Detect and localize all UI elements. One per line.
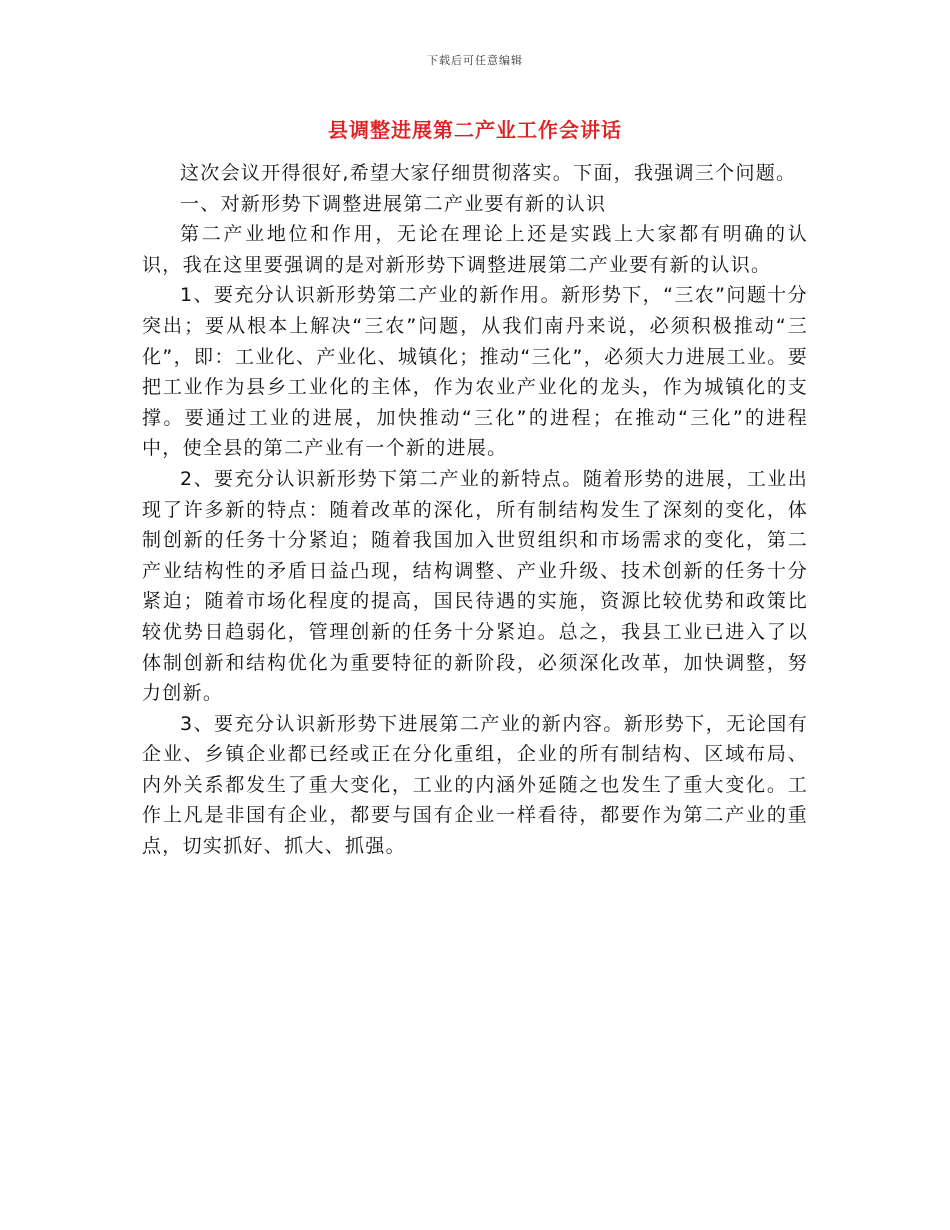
document-title: 县调整进展第二产业工作会讲话 [328,118,622,142]
document-body [142,158,808,862]
paragraph-point-3: 3、要充分认识新形势下进展第二产业的新内容。新形势下，无论国有企业、乡镇企业都已经或正在分化重组，企业的所有制结构、区域布局、内外关系都发生了重大变化，工业的内涵外延随之也发生了重大变化。工作上凡是非国有企业，都要与国有企业一样看待，都要作为第二产业的重点，切实抓好、抓大、抓强。 [142,712,808,858]
paragraph-section-1-intro: 第二产业地位和作用，无论在理论上还是实践上大家都有明确的认识，我在这里要强调的是对新形势下调整进展第二产业要有新的认识。 [142,223,808,276]
paragraph-intro: 这次会议开得很好,希望大家仔细贯彻落实。下面，我强调三个问题。 [180,162,797,184]
paragraph-point-1: 1、要充分认识新形势第二产业的新作用。新形势下，“三农”问题十分突出；要从根本上解决“三农”问题，从我们南丹来说，必须积极推动“三化”，即：工业化、产业化、城镇化；推动“三化”，必须大力进展工业。要把工业作为县乡工业化的主体，作为农业产业化的龙头，作为城镇化的支撑。要通过工业的进展，加快推动“三化”的进程；在推动“三化”的进程中，使全县的第二产业有一个新的进展。 [142,284,808,460]
paragraph-point-2: 2、要充分认识新形势下第二产业的新特点。随着形势的进展，工业出现了许多新的特点：随着改革的深化，所有制结构发生了深刻的变化，体制创新的任务十分紧迫；随着我国加入世贸组织和市场需求的变化，第二产业结构性的矛盾日益凸现，结构调整、产业升级、技术创新的任务十分紧迫；随着市场化程度的提高，国民待遇的实施，资源比较优势和政策比较优势日趋弱化，管理创新的任务十分紧迫。总之，我县工业已进入了以体制创新和结构优化为重要特征的新阶段，必须深化改革，加快调整，努力创新。 [142,467,808,705]
section-heading-1: 一、对新形势下调整进展第二产业要有新的认识 [180,192,607,215]
header-note: 下载后可任意编辑 [427,54,523,67]
